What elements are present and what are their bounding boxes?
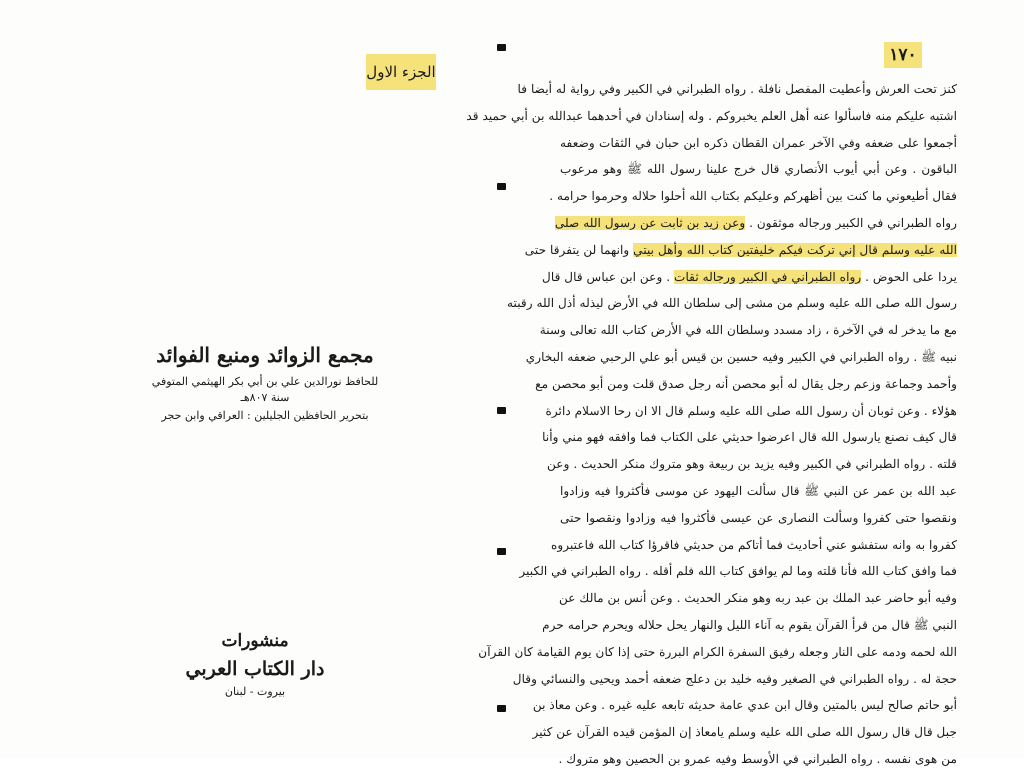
text-line [512, 666, 957, 693]
text-segment: وفيه أبو حاضر عبد الملك بن عبد ربه وهو منكر الحديث . وعن أنس بن مالك عن [559, 591, 957, 606]
text-segment: كفروا به وانه ستفشو عني أحاديث فما أتاكم من حديثي فاقرؤا كتاب الله فاعتبروه [550, 537, 957, 552]
text-segment: رسول الله صلى الله عليه وسلم من مشى إلى سلطان الله في الأرض ليذله أذل الله رقبته [507, 296, 957, 311]
text-line [539, 317, 957, 344]
text-line [466, 103, 957, 130]
publisher-name: دار الكتاب العربي [185, 658, 325, 680]
text-line [560, 156, 957, 183]
text-line [478, 639, 957, 666]
text-line [525, 344, 957, 371]
text-segment: نبيه ﷺ . رواه الطبراني في الكبير وفيه حسين بن قيس أبو علي الرحبي ضعفه البخاري [525, 349, 957, 364]
text-segment: قال كيف نصنع يارسول الله قال اعرضوا حديثي على الكتاب فما وافقه فهو مني وأنا [542, 430, 957, 445]
highlighted-text: رواه الطبراني في الكبير ورجاله ثقات [673, 269, 862, 284]
publisher-label: منشورات [221, 631, 289, 651]
text-segment: عبد الله بن عمر عن النبي ﷺ قال سألت اليهود عن موسى فأكثروا فيه وزادوا [560, 483, 957, 498]
text-segment: أبو حاتم صالح ليس بالمتين وقال ابن عدي عامة حديثه تابعه عليه غيره . وعن معاذ بن [532, 698, 957, 713]
text-line [507, 290, 957, 317]
page-number: ١٧٠ [884, 42, 922, 68]
book-title: مجمع الزوائد ومنبع الفوائد [156, 343, 374, 367]
text-segment: يردا على الحوض . [861, 269, 957, 284]
text-segment: وانهما لن يتفرقا حتى [524, 242, 634, 257]
text-segment: كنز تحت العرش وأعطيت المفصل نافلة . رواه الطبراني في الكبير وفي رواية له أيضا فا [517, 82, 957, 96]
gutter-mark [497, 183, 506, 190]
editor-line: بتحرير الحافظين الجليلين : العراقي وابن حجر [161, 409, 369, 422]
text-segment: رواه الطبراني في الكبير ورجاله موثقون . [745, 215, 957, 230]
left-page [0, 0, 512, 758]
text-segment: هؤلاء . وعن ثوبان أن رسول الله صلى الله عليه وسلم قال الا ان رحا الاسلام دائرة [545, 403, 957, 418]
text-line [542, 424, 957, 451]
gutter-mark [497, 548, 506, 555]
text-segment: من هوى نفسه . رواه الطبراني في الأوسط وفيه عمرو بن الحصين وهو متروك . [558, 751, 957, 766]
highlighted-text: الله عليه وسلم قال إني تركت فيكم خليفتين كتاب الله وأهل بيتي [633, 242, 957, 257]
text-line [542, 264, 957, 291]
text-line [535, 371, 957, 398]
text-line [560, 505, 957, 532]
text-segment: مع ما يدخر له في الآخرة ، زاد مسدد وسلطان الله في الأرض كتاب الله تعالى وسنة [539, 323, 957, 338]
text-line [517, 76, 957, 103]
publisher-city: بيروت - لبنان [224, 685, 286, 698]
text-line [545, 398, 957, 425]
gutter-mark [497, 705, 506, 712]
text-line [549, 183, 957, 210]
text-line [560, 585, 957, 612]
text-segment: الباقون . وعن أبي أيوب الأنصاري قال خرج علينا رسول الله ﷺ وهو مرعوب [560, 162, 957, 177]
text-segment: النبي ﷺ قال من قرأ القرآن يقوم به آناء الليل والنهار يحل حلاله ويحرم حرامه حرم [542, 617, 957, 632]
text-line [542, 612, 957, 639]
text-segment: قلته . رواه الطبراني في الكبير وفيه يزيد بن ربيعة وهو متروك منكر الحديث . وعن [547, 457, 957, 472]
text-line [550, 532, 957, 559]
text-line [560, 746, 957, 773]
text-segment: . وعن ابن عباس قال قال [542, 269, 674, 284]
gutter-mark [497, 407, 506, 414]
text-segment: الله لحمه ودمه على النار وجعله رفيق السفرة الكرام البررة حتى إذا كان يوم القيامة كان القرآن [478, 644, 957, 659]
text-line [532, 692, 957, 719]
text-segment: جبل قال قال رسول الله صلى الله عليه وسلم يامعاذ إن المؤمن قيده القرآن عن كثير [532, 725, 957, 740]
text-segment: حجة له . رواه الطبراني في الصغير وفيه خليد بن دعلج ضعفه أحمد ويحيى والنسائي وقال [512, 671, 957, 686]
text-segment: اشتبه عليكم منه فاسألوا عنه أهل العلم يخبروكم . وله إسنادان في أحدهما عبدالله بن أبي حميد قد [466, 108, 957, 123]
title-block [150, 338, 380, 424]
text-segment: فما وافق كتاب الله فأنا قلته وما لم يوافق كتاب الله فلم أقله . رواه الطبراني في الكبير [519, 564, 957, 579]
text-line [560, 478, 957, 505]
highlighted-text: وعن زيد بن ثابت عن رسول الله صلى [554, 215, 746, 230]
author-line: للحافظ نورالدين علي بن أبي بكر الهيثمي المتوفي سنة ٨٠٧هـ [151, 375, 379, 404]
text-line [554, 210, 957, 237]
text-line [547, 451, 957, 478]
text-body [466, 76, 957, 773]
text-segment: فقال أطيعوني ما كنت بين أظهركم وعليكم بكتاب الله أحلوا حلاله وحرموا حرامه . [549, 189, 957, 204]
text-segment: أجمعوا على ضعفه وفي الآخر عمران القطان ذكره ابن حبان في الثقات وضعفه [560, 135, 957, 150]
publisher-block [180, 628, 330, 700]
text-line [560, 130, 957, 157]
gutter-mark [497, 44, 506, 51]
text-line [519, 558, 957, 585]
text-line [532, 719, 957, 746]
text-line [524, 237, 957, 264]
volume-label: الجزء الاول [366, 54, 436, 90]
text-segment: ونقصوا حتى كفروا وسألت النصارى عن عيسى فأكثروا فيه وزادوا ونقصوا حتى [560, 510, 957, 525]
text-segment: وأحمد وجماعة وزعم رجل يقال له أبو محصن أنه رجل صدق قلت ومن أبو محصن مع [535, 376, 957, 391]
